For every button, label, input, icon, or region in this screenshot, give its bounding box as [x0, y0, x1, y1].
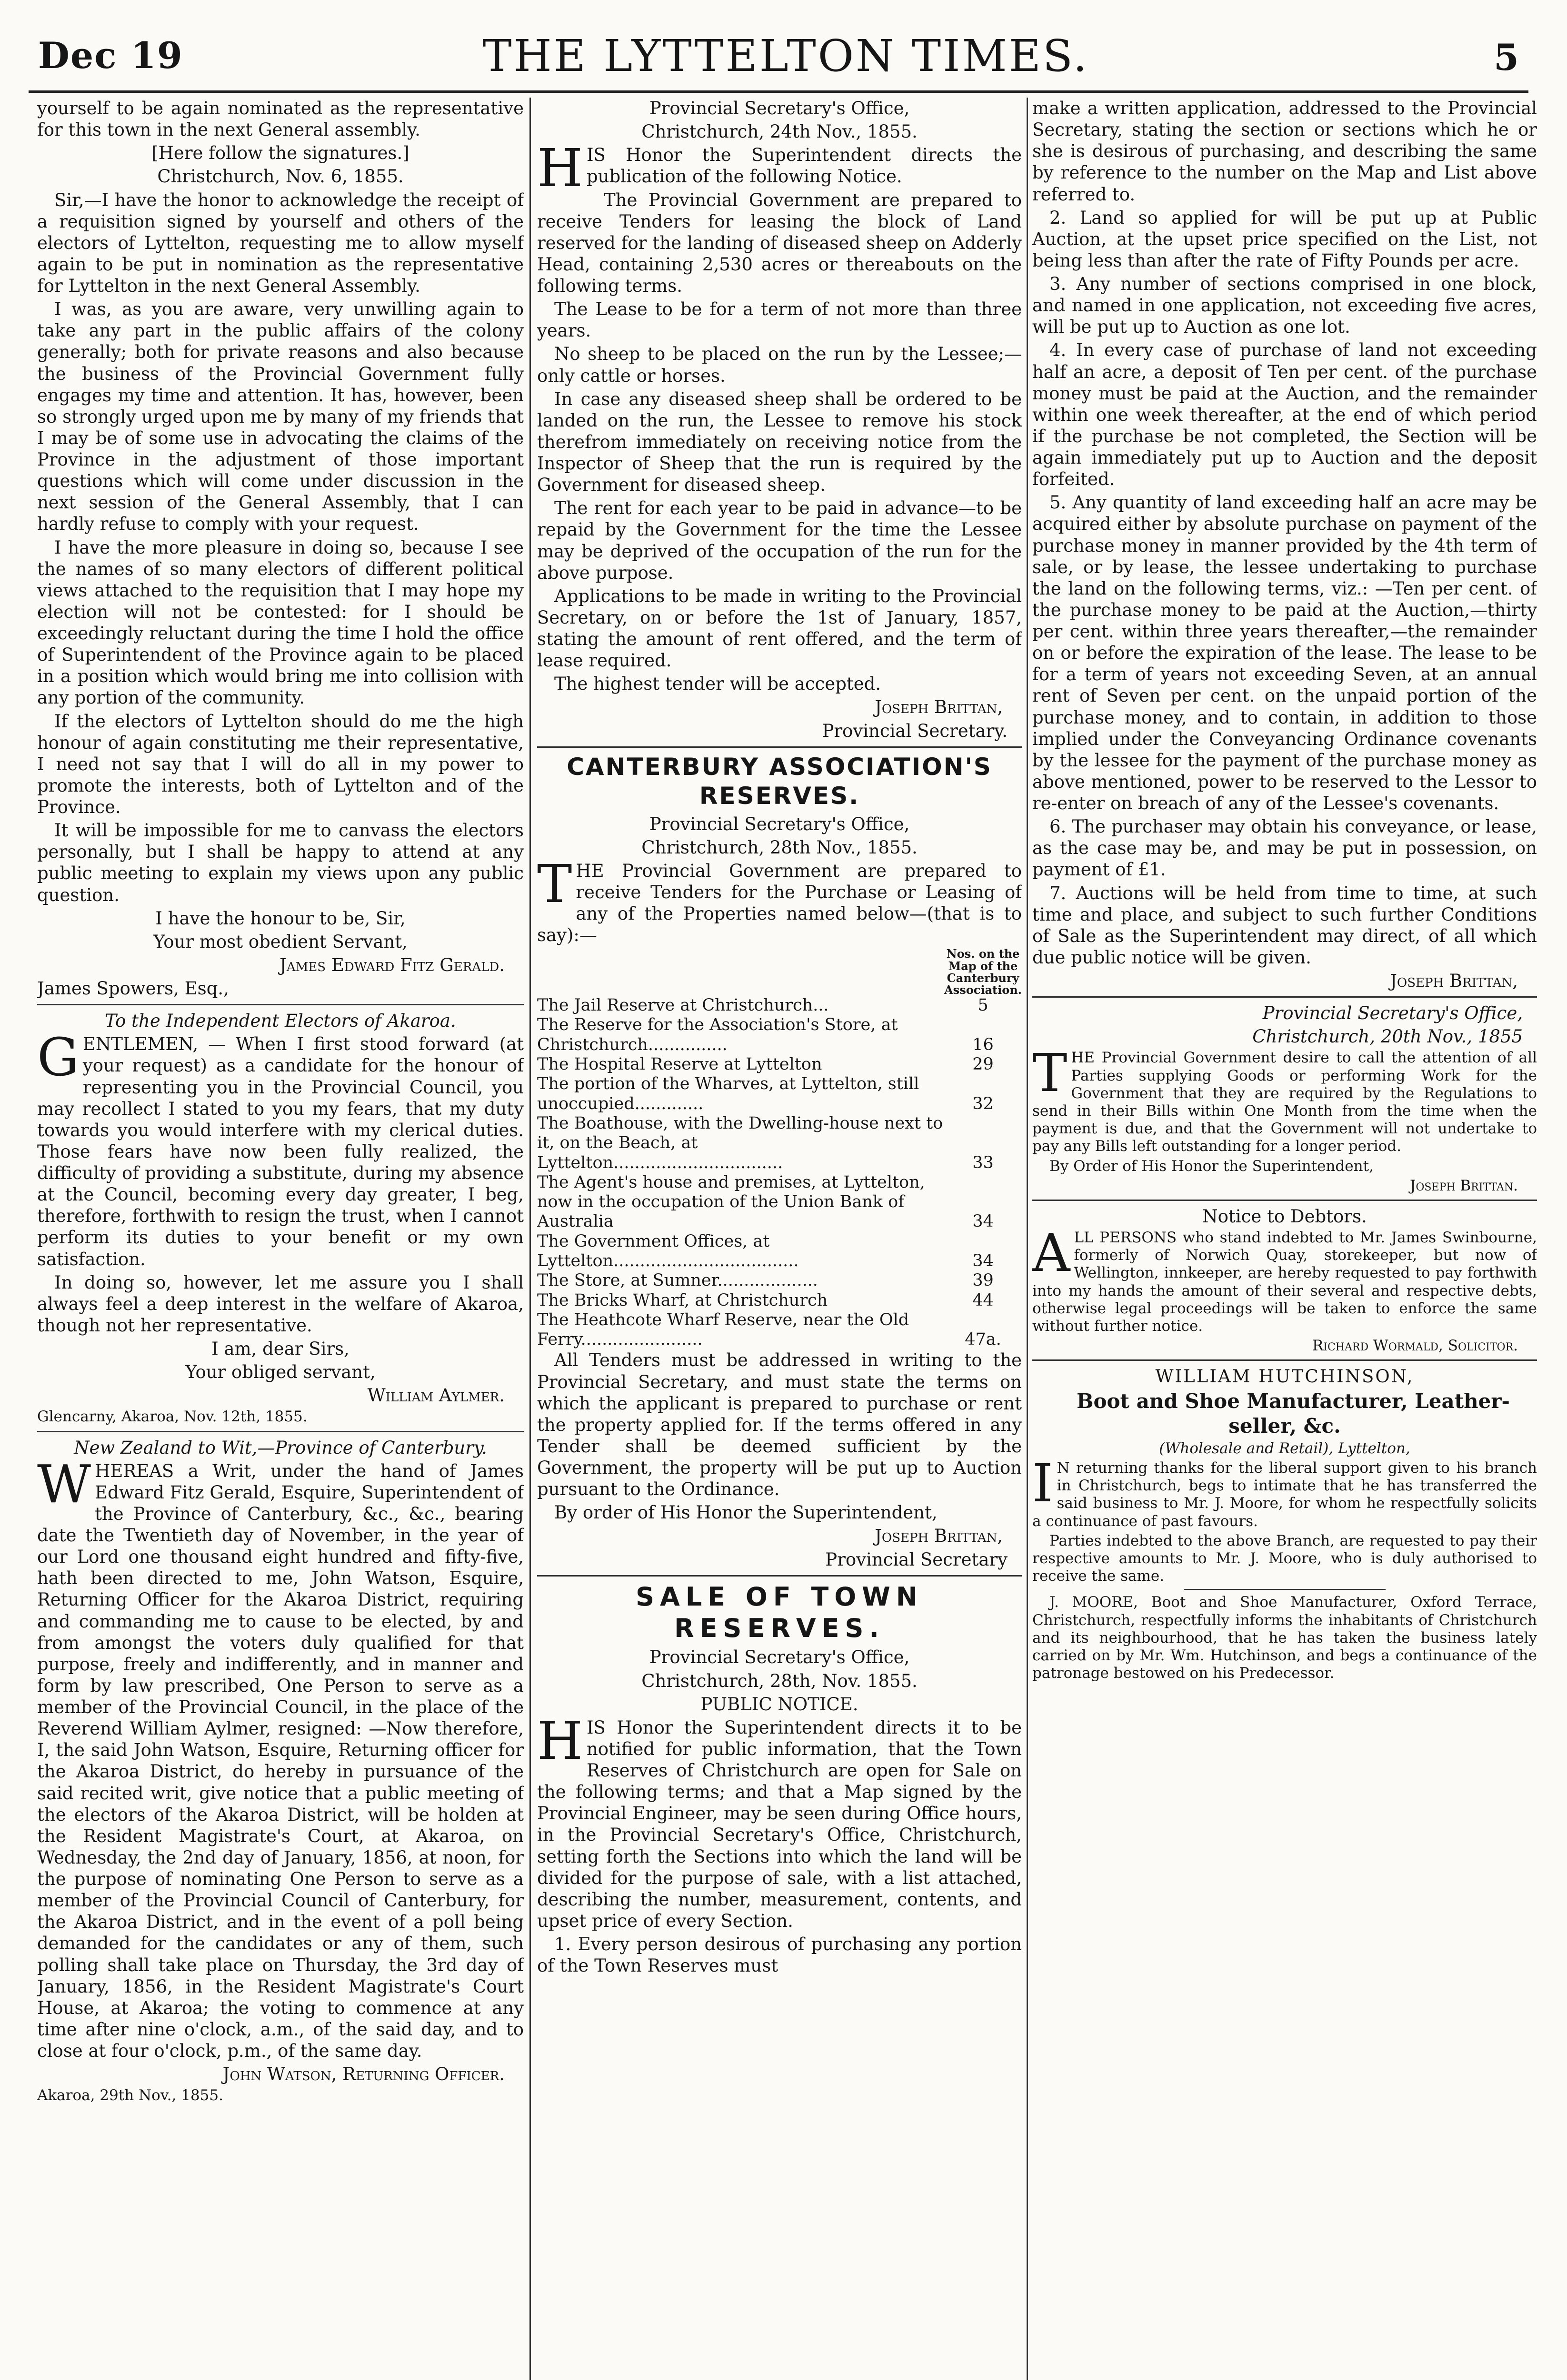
reserve-name: The Jail Reserve at Christchurch... [537, 996, 829, 1015]
notice-paragraph: The rent for each year to be paid in advance—to be repaid by the Government for the time the Lessee may be deprived of the occupation of the run for the above purpose. [537, 498, 1022, 583]
letter-closing: I have the honour to be, Sir, [155, 908, 406, 929]
section-rule [37, 1004, 524, 1005]
column-2 [537, 98, 1022, 2380]
advert-paragraph: J. MOORE, Boot and Shoe Manufacturer, Oxford Terrace, Christchurch, respectfully informs the inhabitants of Christchurch and its neighbourhood, that he has taken the business lately carried on by Mr. Wm. Hutchinson, and begs a continuance of the patronage bestowed on his Predecessor. [1032, 1594, 1537, 1682]
debtors-notice [1032, 1206, 1537, 1355]
office-line: Provincial Secretary's Office, [649, 1647, 910, 1668]
letter-paragraph: In doing so, however, let me assure you I shall always feel a deep interest in the welfare of Akaroa, though not her representative. [37, 1272, 524, 1336]
signer-title: Provincial Secretary. [822, 720, 1008, 741]
letter-paragraph: ENTLEMEN, — When I first stood forward (at your request) as a candidate for the honour of representing you in the Provincial Council, you may recollect I stated to you my fears, that my duty towards you would interfere with my clerical duties. Those fears have now been fully realized, the difficulty of providing a substitute, during my absence at the Council, becoming every day greater, I beg, therefore, forthwith to resign the trust, when I cannot perform its duties to your benefit or my own satisfaction. [37, 1034, 524, 1269]
reserve-number: 34 [972, 1212, 994, 1231]
notice-paragraph: 7. Auctions will be held from time to time, at such time and place, and subject to such further Conditions of Sale as the Superintendent may direct, of all which due public notice will be given. [1032, 883, 1537, 968]
reserve-number: 29 [972, 1055, 994, 1074]
section-rule [1032, 996, 1537, 998]
reserve-number: 39 [972, 1271, 994, 1290]
notice-paragraph: The Provincial Government are prepared to receive Tenders for leasing the block of Land reserved for the landing of diseased sheep on Adderly Head, containing 2,530 acres or thereabouts on the following terms. [537, 189, 1022, 296]
reserve-number: 33 [972, 1153, 994, 1172]
akaroa-writ [37, 1437, 524, 2105]
notice-paragraph: All Tenders must be addressed in writing to the Provincial Secretary, and must state the terms on which the applicant is prepared to purchase or rent the property applied for. If the terms offered in any Tender shall be deemed sufficient by the Government, the property will be put up to Auction pursuant to the Ordinance. [537, 1350, 1022, 1500]
masthead [38, 29, 1533, 90]
section-rule [1032, 1200, 1537, 1201]
letter-signer: William Aylmer. [367, 1385, 505, 1406]
notice-paragraph: In case any diseased sheep shall be ordered to be landed on the run, the Lessee to remove his stock therefrom immediately on receiving notice from the Inspector of Sheep that the run is required by the Government for diseased sheep. [537, 388, 1022, 496]
header-rule [29, 90, 1528, 93]
letter-closing: I am, dear Sirs, [211, 1339, 349, 1359]
notice-signer: Joseph Brittan, [875, 1526, 1003, 1547]
reserve-name: The Hospital Reserve at Lyttelton [537, 1055, 822, 1074]
drop-cap: T [537, 853, 572, 914]
newspaper-title: THE LYTTELTON TIMES. [482, 30, 1089, 81]
notice-heading: CANTERBURY ASSOCIATION'S RESERVES. [567, 753, 992, 810]
section-rule [537, 746, 1022, 748]
letter-closing: Your most obedient Servant, [153, 931, 408, 952]
notice-signer: Richard Wormald, Solicitor. [1312, 1337, 1518, 1355]
notice-paragraph: IS Honor the Superintendent directs the publication of the following Notice. [586, 145, 1022, 187]
signer-title: Provincial Secretary [825, 1549, 1008, 1570]
notice-paragraph: 6. The purchaser may obtain his conveyance, or lease, as the case may be, and may be put in possession, on payment of £1. [1032, 816, 1537, 880]
signatures-note: [Here follow the signatures.] [151, 143, 409, 164]
table-row [537, 1310, 1022, 1350]
reserve-name: The Store, at Sumner................... [537, 1271, 818, 1290]
advert-trade: Boot and Shoe Manufacturer, Leather-seller, &c. [1077, 1389, 1510, 1438]
office-line: Provincial Secretary's Office, [649, 813, 910, 834]
bills-notice [1032, 1002, 1537, 1195]
association-reserves [537, 753, 1022, 1570]
notice-paragraph: By order of His Honor the Superintendent, [554, 1502, 938, 1523]
section-rule [1184, 1589, 1386, 1590]
letter-paragraph: I was, as you are aware, very unwilling again to take any part in the public affairs of the colony generally; both for private reasons and also because the business of the Provincial Government fully engages my time and attention. It has, however, been so strongly urged upon me by many of my friends that I may be of some use in advocating the claims of the Province in the adjustment of those important questions which will come under discussion in the next session of the General Assembly, that I can hardly refuse to comply with your request. [37, 299, 524, 535]
section-rule [1032, 1359, 1537, 1361]
page-number: 5 [1494, 36, 1519, 79]
notice-paragraph: By Order of His Honor the Superintendent, [1049, 1157, 1374, 1175]
notice-heading: New Zealand to Wit,—Province of Canterbury. [74, 1437, 487, 1458]
column-1 [37, 98, 524, 2380]
public-notice-label: PUBLIC NOTICE. [700, 1694, 858, 1715]
sale-continued [1032, 98, 1537, 992]
advert-name: WILLIAM HUTCHINSON, [1155, 1366, 1414, 1387]
reserve-name: The Bricks Wharf, at Christchurch [537, 1290, 828, 1310]
notice-paragraph: 5. Any quantity of land exceeding half an acre may be acquired either by absolute purchase on payment of the purchase money in manner provided by the 4th term of sale, or by lease, the lessee undertaking to purchase the land on the following terms, viz.: —Ten per cent. of the purchase money to be paid at the Auction,—thirty per cent. within three years thereafter,—the remainder on or before the expiration of the lease. The lease to be for a term of years not exceeding Seven, at an annual rent of Seven per cent. on the unpaid portion of the purchase money, and to contain, in addition to those implied under the Conveyancing Ordinance covenants by the lessee for the payment of the purchase money as above mentioned, power to be reserved to the Lessor to re-enter on breach of any of the Lessee's covenants. [1032, 492, 1537, 813]
moore-advert [1032, 1594, 1537, 1682]
table-row [537, 1055, 1022, 1074]
drop-cap: T [1032, 1042, 1068, 1104]
table-row [537, 1232, 1022, 1271]
notice-heading: Notice to Debtors. [1202, 1206, 1367, 1227]
drop-cap: H [537, 1710, 583, 1771]
reserve-number: 47a. [965, 1330, 1001, 1349]
writ-text: HEREAS a Writ, under the hand of James Edward Fitz Gerald, Esquire, Superintendent of the Province of Canterbury, &c., &c., bearing date the Twentieth day of November, in the year of our Lord one thousand eight hundred and fifty-five, hath been directed to me, John Watson, Esquire, Returning Officer for the Akaroa District, requiring and commanding me to cause to be elected, by and from amongst the voters duly qualified for that purpose, freely and indifferently, and in manner and form by law prescribed, One Person to serve as a member of the Provincial Council, in the place of the Reverend William Aylmer, resigned: —Now therefore, I, the said John Watson, Esquire, Returning officer for the Akaroa District, do hereby in pursuance of the said recited writ, give notice that a public meeting of the electors of the Akaroa District, will be holden at the Resident Magistrate's Court, at Akaroa, on Wednesday, the 2nd day of January, 1856, at noon, for the purpose of nominating One Person to serve as a member of the Provincial Council of Canterbury, for the Akaroa District, and in the event of a poll being demanded for the candidates or any of them, such polling shall take place on Thursday, the 3rd day of January, 1856, in the Resident Magistrate's Court House, at Akaroa; the voting to commence at any time after nine o'clock, a.m., of the said day, and to close at four o'clock, p.m., of the same day. [37, 1460, 524, 2062]
notice-paragraph: make a written application, addressed to the Provincial Secretary, stating the section or sections which he or she is desirous of purchasing, and describing the same by reference to the number on the Map and List above referred to. [1032, 98, 1537, 205]
dateline: Christchurch, 28th Nov., 1855. [641, 837, 918, 858]
letter-paragraph: If the electors of Lyttelton should do me the high honour of again constituting me their representative, I need not say that I will do all in my power to promote the interests, both of Lyttelton and of the Province. [37, 711, 524, 817]
reserve-name: The Agent's house and premises, at Lyttelton, now in the occupation of the Union Bank of Australia [537, 1172, 925, 1231]
notice-paragraph: 1. Every person desirous of purchasing any portion of the Town Reserves must [537, 1934, 1022, 1976]
letter-signer: James Edward Fitz Gerald. [279, 954, 505, 975]
notice-paragraph: 2. Land so applied for will be put up at Public Auction, at the upset price specified on the List, not being less than after the rate of Fifty Pounds per acre. [1032, 207, 1537, 271]
letter-addressee: James Spowers, Esq., [37, 978, 229, 999]
notice-paragraph: IS Honor the Superintendent directs it to be notified for public information, that the Town Reserves of Christchurch are open for Sale on the following terms; and that a Map signed by the Provincial Engineer, may be seen during Office hours, in the Provincial Secretary's Office, Christchurch, setting forth the Sections into which the land will be divided for the purpose of sale, with a list attached, describing the number, measurement, contents, and upset price of every Section. [537, 1717, 1022, 1931]
advert-paragraph: N returning thanks for the liberal support given to his branch in Christchurch, begs to intimate that he has transferred the said business to Mr. J. Moore, for whom he respectfully solicits a continuance of past favours. [1032, 1459, 1537, 1530]
table-row [537, 1015, 1022, 1055]
advert-subline: (Wholesale and Retail), Lyttelton, [1159, 1439, 1410, 1457]
notice-signer: Joseph Brittan. [1409, 1177, 1518, 1194]
reserve-name: The Government Offices, at Lyttelton................................... [537, 1231, 799, 1270]
notice-paragraph: 3. Any number of sections comprised in one block, and named in one application, not exceeding five acres, will be put up to Auction as one lot. [1032, 274, 1537, 337]
reserve-number: 34 [972, 1251, 994, 1270]
notice-signer: Joseph Brittan, [875, 697, 1003, 718]
notice-paragraph: 4. In every case of purchase of land not exceeding half an acre, a deposit of Ten per cent. of the purchase money must be paid at the Auction, and the remainder within one week thereafter, at the end of which period if the purchase be not completed, the Section will be again immediately put up to Auction and the deposit forfeited. [1032, 340, 1537, 490]
drop-cap: H [537, 138, 583, 199]
table-row [537, 1291, 1022, 1310]
letter-paragraph: I have the more pleasure in doing so, because I see the names of so many electors of different political views attached to the requisition that I may hope my election will not be contested: for I should be exceedingly reluctant during the time I hold the office of Superintendent of the Province again to be placed in a position which would bring me into collision with any portion of the community. [37, 537, 524, 708]
table-row [537, 1114, 1022, 1173]
reserve-number: 5 [978, 996, 988, 1015]
table-row [537, 1173, 1022, 1232]
letter-place: Glencarny, Akaroa, Nov. 12th, 1855. [37, 1408, 308, 1426]
drop-cap: G [37, 1027, 79, 1088]
notice-paragraph: No sheep to be placed on the run by the Lessee;—only cattle or horses. [537, 344, 1022, 386]
column-divider-2 [1027, 98, 1028, 2380]
issue-date: Dec 19 [38, 34, 183, 77]
drop-cap: W [37, 1453, 91, 1515]
reserve-name: The Heathcote Wharf Reserve, near the Old Ferry....................... [537, 1310, 909, 1349]
office-line: Provincial Secretary's Office, [649, 98, 910, 119]
section-rule [37, 1431, 524, 1432]
drop-cap: I [1032, 1453, 1053, 1514]
table-row [537, 996, 1022, 1015]
letter-closing: Your obliged servant, [185, 1362, 376, 1383]
aylmer-letter [37, 1010, 524, 1426]
notice-signer: Joseph Brittan, [1390, 971, 1518, 991]
notice-paragraph: HE Provincial Government desire to call the attention of all Parties supplying Goods or performing Work for the Government that they are required by the Regulations to send in their Bills within One Month from the time when the payment is due, and that the Government will not undertake to pay any Bills left outstanding for a longer period. [1032, 1049, 1537, 1155]
notice-paragraph: LL PERSONS who stand indebted to Mr. James Swinbourne, formerly of Norwich Quay, storekeeper, but now of Wellington, innkeeper, are hereby requested to pay forthwith into my hands the amount of their several and respective debts, otherwise legal proceedings will be taken to enforce the same without further notice. [1032, 1229, 1537, 1335]
reserve-name: The portion of the Wharves, at Lyttelton, still unoccupied............. [537, 1074, 919, 1113]
notice-heading: To the Independent Electors of Akaroa. [105, 1011, 456, 1031]
column-3 [1032, 98, 1537, 2380]
dateline: Christchurch, 20th Nov., 1855 [1252, 1026, 1523, 1047]
reserve-name: The Reserve for the Association's Store, at Christchurch............... [537, 1015, 898, 1054]
office-line: Provincial Secretary's Office, [1262, 1003, 1523, 1024]
notice-paragraph: HE Provincial Government are prepared to receive Tenders for the Purchase or Leasing of any of the Properties named below—(that is to say):— [537, 860, 1022, 946]
notice-paragraph: The highest tender will be accepted. [554, 674, 881, 694]
letter-dateline: Christchurch, Nov. 6, 1855. [157, 166, 404, 187]
drop-cap: A [1032, 1222, 1070, 1283]
writ-signer: John Watson, Returning Officer. [222, 2064, 505, 2085]
fitzgerald-letter [37, 98, 524, 999]
letter-paragraph: It will be impossible for me to canvass the electors personally, but I shall be happy to attend at any public meeting to explain my views upon any public question. [37, 820, 524, 905]
reserve-name: The Boathouse, with the Dwelling-house next to it, on the Beach, at Lyttelton................................ [537, 1113, 943, 1172]
reserve-number: 32 [972, 1094, 994, 1113]
reserve-number: 16 [972, 1035, 994, 1054]
requisition-end: yourself to be again nominated as the representative for this town in the next General assembly. [37, 98, 524, 140]
notice-paragraph: The Lease to be for a term of not more than three years. [537, 299, 1022, 341]
letter-paragraph: Sir,—I have the honor to acknowledge the receipt of a requisition signed by yourself and others of the electors of Lyttelton, requesting me to allow myself again to be put in nomination as the representative for Lyttelton in the next General Assembly. [37, 189, 524, 296]
column-divider-1 [529, 98, 531, 2380]
advert-paragraph: Parties indebted to the above Branch, are requested to pay their respective amounts to Mr. J. Moore, who is duly authorised to receive the same. [1032, 1532, 1537, 1585]
table-row [537, 1074, 1022, 1114]
table-row [537, 1271, 1022, 1290]
reserve-number: 44 [972, 1290, 994, 1310]
reserves-table [537, 948, 1022, 1349]
notice-heading: SALE OF TOWN RESERVES. [636, 1581, 923, 1643]
dateline: Christchurch, 24th Nov., 1855. [641, 121, 918, 142]
dateline: Christchurch, 28th, Nov. 1855. [641, 1670, 918, 1691]
lease-notice [537, 98, 1022, 742]
table-column-header: Nos. on the Map of the Canterbury Association. [944, 947, 1022, 997]
sale-of-town-reserves [537, 1581, 1022, 1977]
section-rule [537, 1575, 1022, 1577]
notice-paragraph: Applications to be made in writing to the Provincial Secretary, on or before the 1st of January, 1857, stating the amount of rent offered, and the term of lease required. [537, 585, 1022, 671]
hutchinson-advert [1032, 1366, 1537, 1585]
writ-place: Akaroa, 29th Nov., 1855. [37, 2087, 223, 2104]
